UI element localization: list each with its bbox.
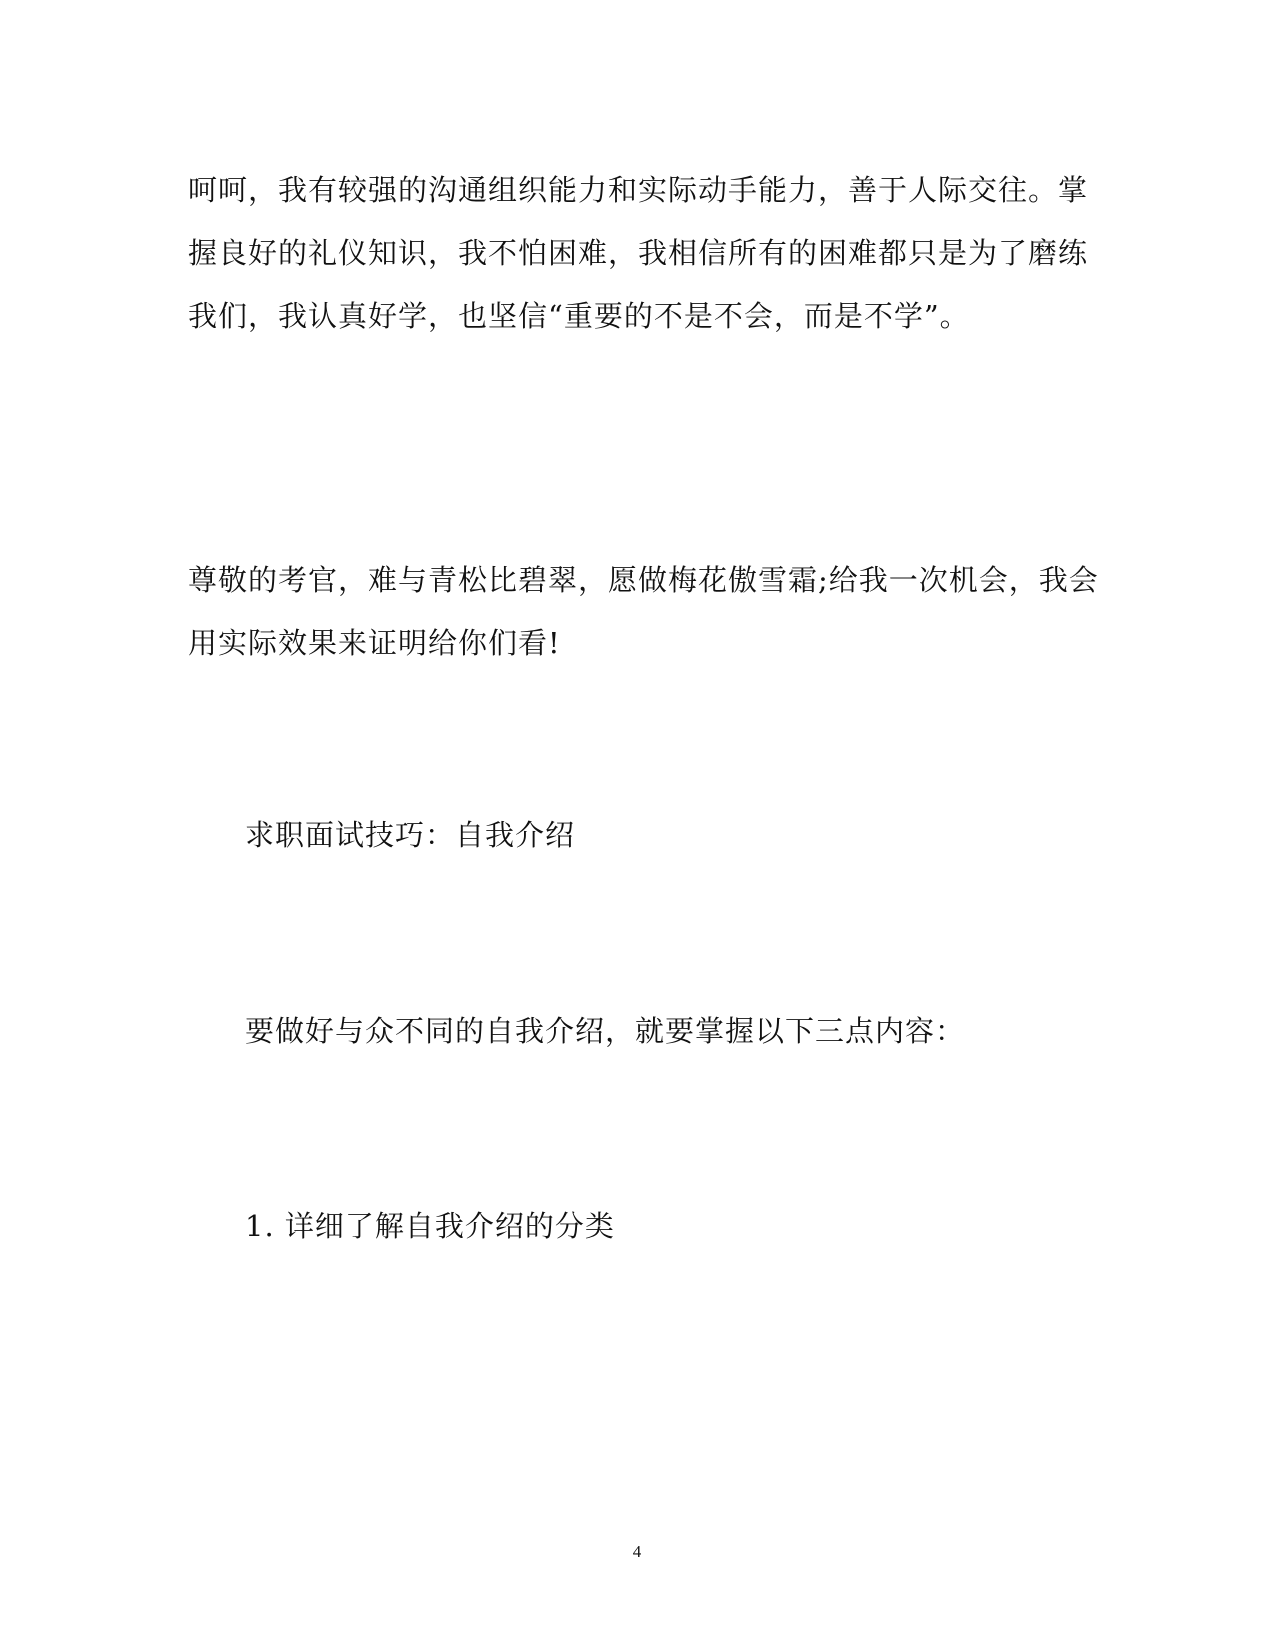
- paragraph-line: 我们，我认真好学，也坚信“重要的不是不会，而是不学”。: [188, 299, 970, 333]
- paragraph-line: 要做好与众不同的自我介绍，就要掌握以下三点内容：: [245, 1014, 966, 1048]
- list-item-1: [245, 1195, 1145, 1258]
- paragraph-intro-points: [245, 1000, 1145, 1063]
- paragraph-line: 握良好的礼仪知识，我不怕困难，我相信所有的困难都只是为了磨练: [188, 236, 1089, 270]
- paragraph-communication-ability: [188, 159, 1088, 348]
- section-heading: [245, 804, 1145, 867]
- page-number: 4: [632, 1542, 642, 1561]
- paragraph-line: 呵呵，我有较强的沟通组织能力和实际动手能力，善于人际交往。掌: [188, 173, 1089, 207]
- paragraph-closing-appeal: [188, 549, 1099, 675]
- heading-line: 求职面试技巧：自我介绍: [245, 818, 576, 852]
- list-item-line: 1. 详细了解自我介绍的分类: [245, 1209, 615, 1243]
- paragraph-line: 尊敬的考官，难与青松比碧翠，愿做梅花傲雪霜;给我一次机会，我会: [188, 563, 1099, 597]
- paragraph-line: 用实际效果来证明给你们看!: [188, 626, 561, 660]
